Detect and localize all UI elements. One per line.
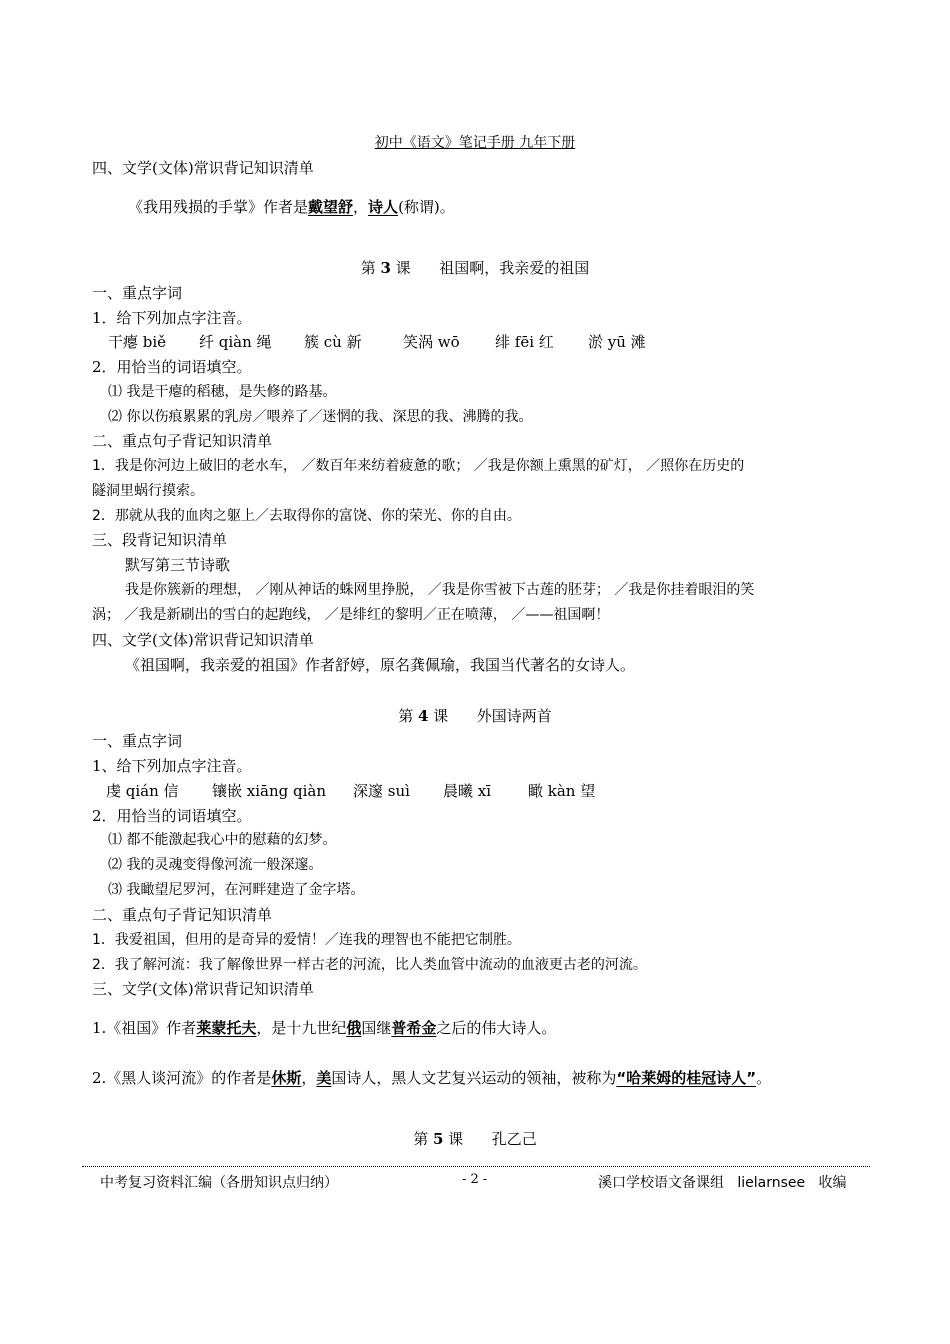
sentence: 1．我是你河边上破旧的老水车， ／数百年来纺着疲惫的歌； ／我是你额上熏黑的矿灯， ／照你在历史的 — [92, 458, 745, 474]
poem-line: 涡； ／我是新刷出的雪白的起跑线， ／是绯红的黎明／正在喷薄， ／——祖国啊！ — [92, 607, 610, 623]
answer-title: “哈莱姆的桂冠诗人” — [616, 1069, 757, 1087]
pinyin-item: 干瘪 biě — [108, 333, 167, 351]
answer-country: 美 — [316, 1069, 332, 1087]
question: 1．给下列加点字注音。 — [92, 309, 252, 327]
fill-item: ⑴ 都不能激起我心中的慰藉的幻梦。 — [108, 832, 337, 848]
answer-author: 休斯 — [271, 1069, 302, 1087]
sentence: 2．我了解河流：我了解像世界一样古老的河流，比人类血管中流动的血液更古老的河流。 — [92, 957, 647, 973]
recite-label: 默写第三节诗歌 — [125, 556, 231, 574]
question: 1、给下列加点字注音。 — [92, 757, 252, 775]
answer-poet: 普希金 — [391, 1019, 437, 1037]
page-number: - 2 - — [462, 1172, 488, 1187]
section-heading: 二、重点句子背记知识清单 — [92, 432, 273, 450]
poem-line: 我是你簇新的理想， ／刚从神话的蛛网里挣脱， ／我是你雪被下古莲的胚芽； ／我是你挂着眼泪的笑 — [125, 582, 755, 598]
section-heading: 二、重点句子背记知识清单 — [92, 906, 273, 924]
pinyin-item: 深邃 suì — [353, 782, 410, 800]
section-heading: 一、重点字词 — [92, 284, 183, 302]
sentence: 隧洞里蜗行摸索。 — [92, 483, 204, 499]
question: 2．用恰当的词语填空。 — [92, 358, 252, 376]
pinyin-item: 绯 fēi 红 — [495, 333, 554, 351]
fill-item: ⑴ 我是干瘪的稻穗，是失修的路基。 — [108, 384, 337, 400]
pinyin-item: 淤 yū 滩 — [588, 333, 646, 351]
answer-author: 戴望舒 — [308, 198, 354, 216]
pinyin-item: 镶嵌 xiāng qiàn — [212, 782, 327, 800]
section-heading: 三、段背记知识清单 — [92, 531, 228, 549]
answer-country: 俄 — [346, 1019, 362, 1037]
lesson-3-title: 第 3 课 祖国啊，我亲爱的祖国 — [360, 259, 590, 277]
author-line: 1.《祖国》作者莱蒙托夫，是十九世纪俄国继普希金之后的伟大诗人。 — [92, 1019, 557, 1037]
question: 2．用恰当的词语填空。 — [92, 807, 252, 825]
section-heading: 三、文学(文体)常识背记知识清单 — [92, 980, 314, 998]
answer-author: 莱蒙托夫 — [196, 1019, 257, 1037]
section-heading: 四、文学(文体)常识背记知识清单 — [92, 631, 314, 649]
author-line: 2.《黑人谈河流》的作者是休斯，美国诗人，黑人文艺复兴运动的领袖，被称为“哈莱姆的桂冠诗人”。 — [92, 1069, 772, 1087]
lesson-5-title: 第 5 课 孔乙己 — [413, 1130, 537, 1148]
footer-right: 溪口学校语文备课组 lielarnsee 收编 — [598, 1175, 847, 1191]
answer-role: 诗人 — [368, 198, 399, 216]
pinyin-item: 簇 cù 新 — [304, 333, 362, 351]
author-line: 《我用残损的手掌》作者是戴望舒，诗人(称谓)。 — [128, 198, 455, 216]
fill-item: ⑵ 我的灵魂变得像河流一般深邃。 — [108, 857, 323, 873]
section-heading: 一、重点字词 — [92, 732, 183, 750]
pinyin-item: 笑涡 wō — [403, 333, 460, 351]
footer-separator — [82, 1166, 870, 1167]
fill-item: ⑶ 我瞰望尼罗河，在河畔建造了金字塔。 — [108, 882, 365, 898]
footer-left: 中考复习资料汇编（各册知识点归纳） — [100, 1175, 338, 1191]
pinyin-item: 晨曦 xī — [443, 782, 492, 800]
pinyin-item: 瞰 kàn 望 — [528, 782, 596, 800]
fill-item: ⑵ 你以伤痕累累的乳房／喂养了／迷惘的我、深思的我、沸腾的我。 — [108, 409, 533, 425]
page-header: 初中《语文》笔记手册 九年下册 — [374, 135, 576, 151]
sentence: 1．我爱祖国，但用的是奇异的爱情！／连我的理智也不能把它制胜。 — [92, 932, 521, 948]
sentence: 2．那就从我的血肉之躯上／去取得你的富饶、你的荣光、你的自由。 — [92, 508, 521, 524]
pinyin-item: 虔 qián 信 — [106, 782, 179, 800]
lesson-4-title: 第 4 课 外国诗两首 — [398, 707, 552, 725]
pinyin-item: 纤 qiàn 绳 — [199, 333, 272, 351]
section-heading: 四、文学(文体)常识背记知识清单 — [92, 159, 314, 177]
author-info: 《祖国啊，我亲爱的祖国》作者舒婷，原名龚佩瑜，我国当代著名的女诗人。 — [125, 656, 636, 674]
